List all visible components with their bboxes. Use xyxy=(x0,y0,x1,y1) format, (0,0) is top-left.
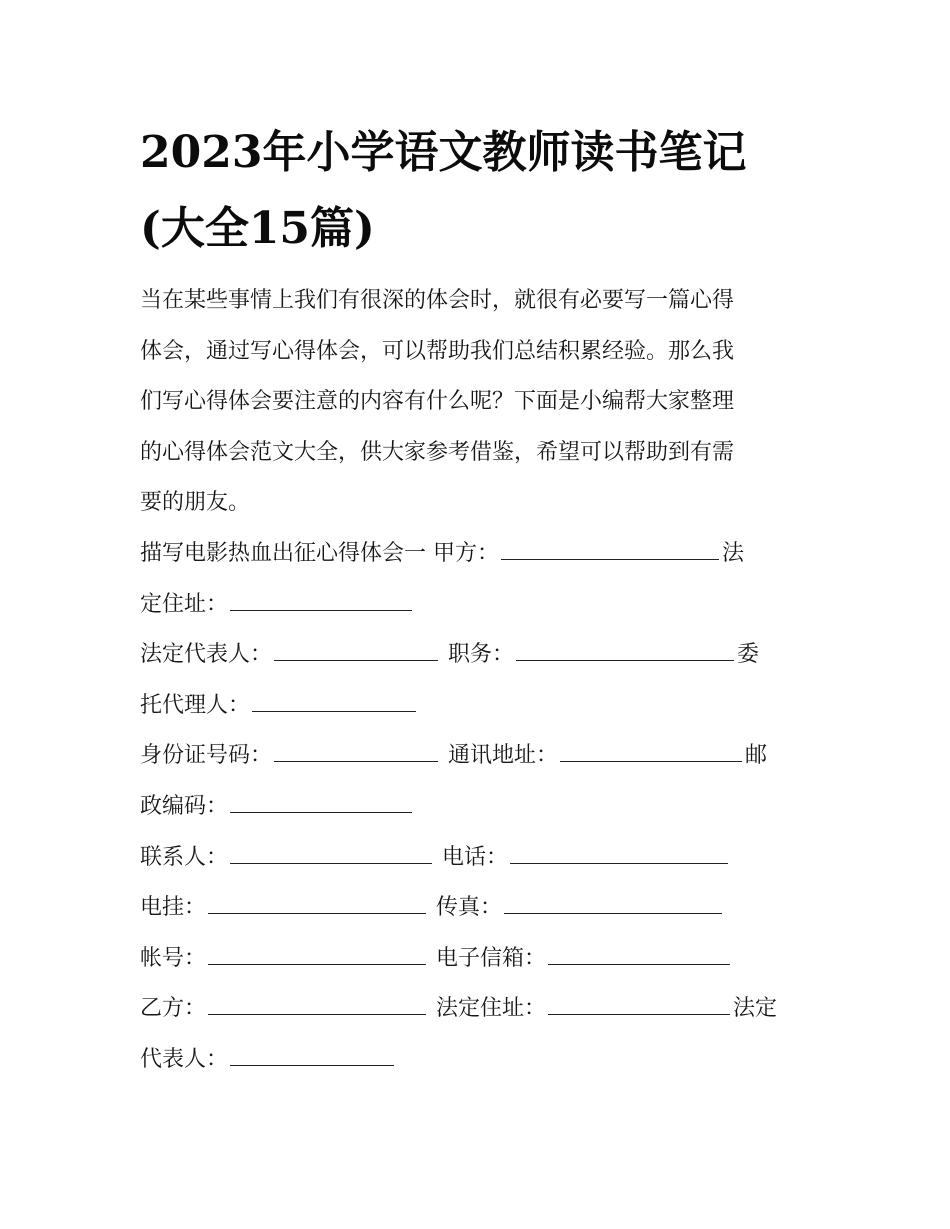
form-line-agent xyxy=(140,681,830,732)
form-line-account xyxy=(140,934,830,985)
id-number-label: 身份证号码： xyxy=(140,743,273,769)
intro-line: 体会，通过写心得体会，可以帮助我们总结积累经验。那么我 xyxy=(140,338,735,364)
intro-line: 的心得体会范文大全，供大家参考借鉴，希望可以帮助到有需 xyxy=(140,439,735,465)
postcode-label-start: 邮 xyxy=(745,743,768,769)
mail-address-label: 通讯地址： xyxy=(448,743,559,769)
party-b-blank xyxy=(208,996,426,1015)
intro-line: 们写心得体会要注意的内容有什么呢？下面是小编帮大家整理 xyxy=(140,389,735,415)
fax-blank xyxy=(504,895,722,914)
postcode-label-end: 政编码： xyxy=(140,793,229,819)
contact-blank xyxy=(230,845,432,864)
party-b-label: 乙方： xyxy=(140,996,207,1022)
mail-address-blank xyxy=(560,743,742,762)
form-line-legal-rep xyxy=(140,630,830,681)
form-line-phone2 xyxy=(140,883,830,934)
form-line-party-a xyxy=(140,529,830,580)
phone-blank xyxy=(510,845,728,864)
legal-rep-b-blank xyxy=(230,1047,394,1066)
legal-rep-label: 法定代表人： xyxy=(140,642,273,668)
agent-blank xyxy=(252,693,416,712)
party-a-label: 描写电影热血出征心得体会一 甲方： xyxy=(140,540,499,566)
intro-line: 要的朋友。 xyxy=(140,490,251,516)
legal-address-b-blank xyxy=(548,996,730,1015)
fax-label: 传真： xyxy=(436,895,503,921)
postcode-blank xyxy=(230,794,412,813)
id-number-blank xyxy=(274,743,438,762)
position-label: 职务： xyxy=(448,642,515,668)
legal-rep-b-label-start: 法定 xyxy=(733,996,778,1022)
phone2-blank xyxy=(208,895,426,914)
form-line-contact xyxy=(140,833,830,884)
document-body xyxy=(140,276,830,1086)
position-blank xyxy=(516,642,734,661)
email-blank xyxy=(548,946,730,965)
form-line-postcode xyxy=(140,782,830,833)
account-label: 帐号： xyxy=(140,945,207,971)
email-label: 电子信箱： xyxy=(436,945,547,971)
agent-label-start: 委 xyxy=(737,642,760,668)
account-blank xyxy=(208,946,426,965)
legal-rep-b-label-end: 代表人： xyxy=(140,1046,229,1072)
agent-label-end: 托代理人： xyxy=(140,692,251,718)
form-line-legal-rep-b xyxy=(140,1035,830,1086)
legal-address-a-label-end: 定住址： xyxy=(140,591,229,617)
party-a-blank xyxy=(501,541,719,560)
contact-label: 联系人： xyxy=(140,844,229,870)
title-line-2: (大全15篇) xyxy=(140,203,375,254)
page-title xyxy=(140,115,820,267)
form-line-legal-address-a xyxy=(140,580,830,631)
phone-label: 电话： xyxy=(442,844,509,870)
phone2-label: 电挂： xyxy=(140,895,207,921)
legal-address-a-label-start: 法 xyxy=(722,540,745,566)
legal-address-b-label: 法定住址： xyxy=(436,996,547,1022)
title-line-1: 2023年小学语文教师读书笔记 xyxy=(140,127,747,178)
form-line-party-b xyxy=(140,984,830,1035)
form-line-id xyxy=(140,731,830,782)
legal-address-a-blank xyxy=(230,592,412,611)
intro-line: 当在某些事情上我们有很深的体会时，就很有必要写一篇心得 xyxy=(140,288,735,313)
legal-rep-blank xyxy=(274,642,438,661)
